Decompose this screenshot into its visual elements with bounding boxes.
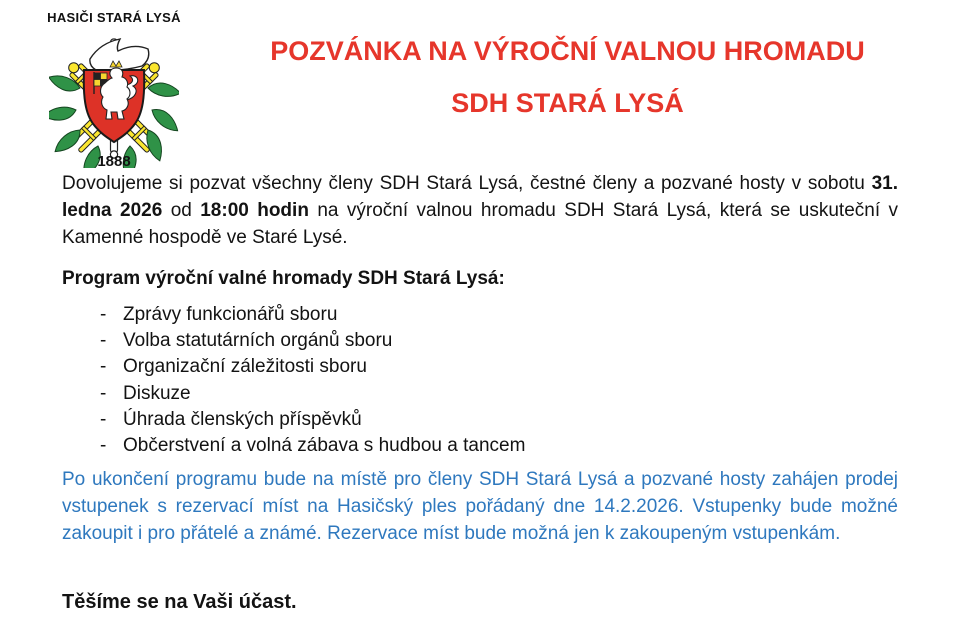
- organization-logo: [46, 10, 182, 168]
- list-item-label: Diskuze: [123, 382, 191, 404]
- list-item: [62, 354, 898, 380]
- list-item-label: Úhrada členských příspěvků: [123, 408, 362, 430]
- document-title: [195, 36, 940, 118]
- list-item-label: Volba statutárních orgánů sboru: [123, 330, 393, 352]
- intro-text-post: na výroční valnou hromadu SDH Stará Lysá, která se uskuteční v Kamenné hospodě ve Staré Lysé.: [62, 200, 899, 248]
- program-list: [62, 302, 898, 459]
- list-item-label: Občerstvení a volná zábava s hudbou a tancem: [123, 435, 526, 457]
- title-line-1: POZVÁNKA NA VÝROČNÍ VALNOU HROMADU: [270, 36, 865, 66]
- list-item: [62, 381, 898, 407]
- list-item-label: Organizační záležitosti sboru: [123, 356, 367, 378]
- logo-org-name: HASIČI STARÁ LYSÁ: [47, 10, 181, 25]
- ticket-sale-notice: Po ukončení programu bude na místě pro členy SDH Stará Lysá a pozvané hosty zahájen prodej vstupenek s rezervací míst na Hasičský ples pořádaný dne 14.2.2026. Vstupenky bude možné zakoupit i pro přátelé a známé. Rezervace míst bude možná jen k zakoupeným vstupenkám.: [62, 469, 898, 545]
- program-heading: Program výroční valné hromady SDH Stará Lysá:: [62, 268, 505, 289]
- list-item: [62, 407, 898, 433]
- intro-time-bold: 18:00 hodin: [200, 200, 309, 221]
- fire-brigade-crest-icon: [49, 26, 179, 168]
- intro-date-bold: 31. ledna 2026: [62, 173, 898, 221]
- intro-text-pre: Dovolujeme si pozvat všechny členy SDH Stará Lysá, čestné členy a pozvané hosty v sobotu: [62, 173, 872, 194]
- list-item-label: Zprávy funkcionářů sboru: [123, 304, 338, 325]
- dash-bullet: -: [100, 382, 107, 404]
- document-body: [62, 160, 898, 616]
- dash-bullet: -: [100, 304, 107, 325]
- dash-bullet: -: [100, 408, 107, 430]
- intro-paragraph: [62, 170, 898, 251]
- logo-year-text: 1888: [97, 153, 131, 168]
- list-item: [62, 302, 898, 328]
- dash-bullet: -: [100, 356, 107, 378]
- intro-text-mid: od: [162, 200, 201, 221]
- dash-bullet: -: [100, 330, 107, 352]
- list-item: [62, 328, 898, 354]
- title-line-2: SDH STARÁ LYSÁ: [451, 88, 684, 118]
- closing-line: Těšíme se na Vaši účast.: [62, 591, 297, 614]
- list-item: [62, 433, 898, 459]
- dash-bullet: -: [100, 435, 107, 457]
